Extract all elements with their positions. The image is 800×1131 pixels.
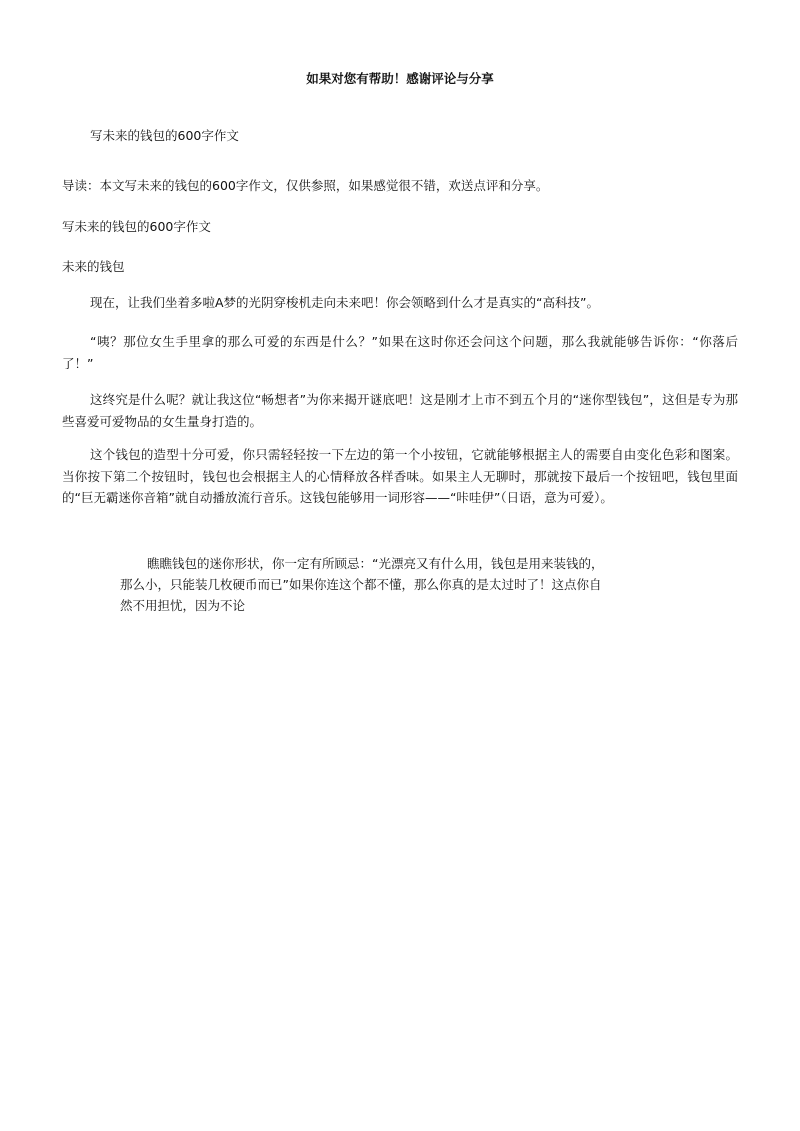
document-subtitle: 未来的钱包: [62, 259, 125, 274]
body-paragraph-1: 现在，让我们坐着多啦A梦的光阴穿梭机走向未来吧！你会领略到什么才是真实的“高科技”。: [90, 295, 600, 310]
body-paragraph-3: 这终究是什么呢？就让我这位“畅想者”为你来揭开谜底吧！这是刚才上市不到五个月的“迷你型钱包”，这但是专为那些喜爱可爱物品的女生量身打造的。: [62, 392, 738, 429]
quote-block: [120, 553, 660, 616]
document-title: 写未来的钱包的600字作文: [62, 219, 211, 234]
body-paragraph-2: “咦？那位女生手里拿的那么可爱的东西是什么？”如果在这时你还会问这个问题，那么我就能够告诉你：“你落后了！”: [62, 334, 738, 371]
quote-line-1: 瞧瞧钱包的迷你形状，你一定有所顾忌：“光漂亮又有什么用，钱包是用来装钱的，: [147, 556, 604, 571]
quote-line-2: 那么小，只能装几枚硬币而已”如果你连这个都不懂，那么你真的是太过时了！这点你自: [120, 577, 602, 592]
document-title-indented: 写未来的钱包的600字作文: [90, 128, 239, 143]
quote-line-3: 然不用担忧，因为不论: [120, 598, 246, 613]
page-header: 如果对您有帮助！感谢评论与分享: [306, 71, 494, 86]
body-paragraph-4: 这个钱包的造型十分可爱，你只需轻轻按一下左边的第一个小按钮，它就能够根据主人的需要自由变化色彩和图案。当你按下第二个按钮时，钱包也会根据主人的心情释放各样香味。如果主人无聊时，那就按下最后一个按钮吧，钱包里面的“巨无霸迷你音箱”就自动播放流行音乐。这钱包能够用一词形容——“咔哇伊”（日语，意为可爱）。: [62, 447, 738, 505]
intro-paragraph: 导读：本文写未来的钱包的600字作文，仅供参照，如果感觉很不错，欢送点评和分享。: [62, 178, 549, 193]
